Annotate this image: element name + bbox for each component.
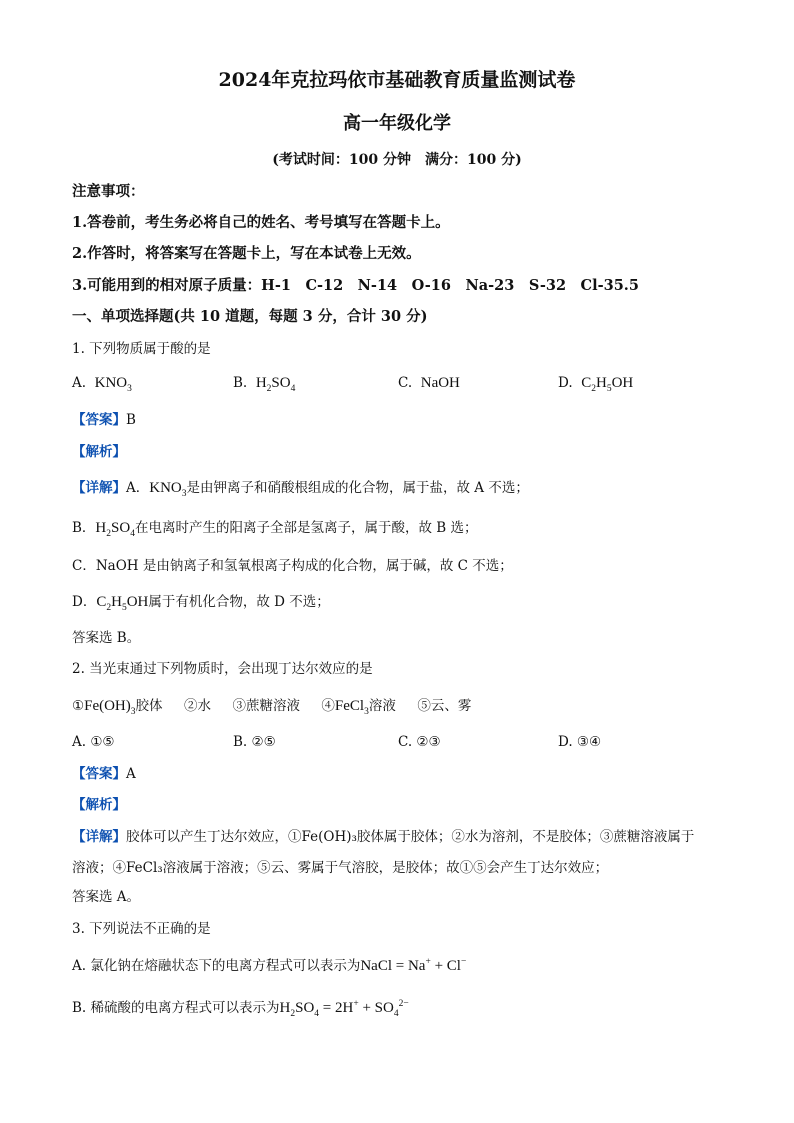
question-3-stem: 3. 下列说法不正确的是	[72, 921, 211, 937]
formula: $H_2SO_4$	[255, 375, 296, 394]
notes-heading: 注意事项：	[72, 183, 145, 200]
q1-option-c: C. NaOH	[398, 375, 460, 391]
q2-option-a: A. ①⑤	[72, 734, 115, 750]
formula: $KNO_3$	[149, 480, 187, 499]
question-2-stem: 2. 当光束通过下列物质时，会出现丁达尔效应的是	[72, 661, 373, 677]
formula: NaOH	[420, 375, 460, 391]
note-item: 1.答卷前，考生务必将自己的姓名、考号填写在答题卡上。	[72, 214, 450, 231]
answer-tag: 【答案】	[72, 412, 126, 428]
section-heading: 一、单项选择题(共 10 道题，每题 3 分，合计 30 分)	[72, 308, 428, 325]
q1-option-a: A. $KNO_3$	[72, 375, 132, 394]
answer-tag: 【答案】	[72, 766, 126, 782]
note-item: 3.可能用到的相对原子质量：H-1 C-12 N-14 O-16 Na-23 S-32 Cl-35.5	[72, 277, 639, 294]
page-subtitle: 高一年级化学	[343, 113, 451, 134]
page-title: 2024年克拉玛依市基础教育质量监测试卷	[218, 69, 576, 91]
note-item: 2.作答时，将答案写在答题卡上，写在本试卷上无效。	[72, 245, 421, 262]
q1-option-d: D. $C_2H_5OH$	[558, 375, 634, 394]
q2-conclusion: 答案选 A。	[72, 889, 141, 905]
q3-option-b: B. 稀硫酸的电离方程式可以表示为$H_2SO_4 = 2H^+ + SO_4^{2-}$	[72, 999, 409, 1019]
q1-detail-d: D．$C_2H_5OH$属于有机化合物，故 D 不选；	[72, 594, 330, 613]
formula: $C_2H_5OH$	[581, 375, 634, 394]
q2-detail-line1: 【详解】胶体可以产生丁达尔效应，①Fe(OH)₃胶体属于胶体；②水为溶剂，不是胶体；③蔗糖溶液属于	[72, 829, 695, 845]
formula: $KNO_3$	[94, 375, 132, 394]
q1-answer: 【答案】B	[72, 412, 136, 428]
formula: $C_2H_5OH$	[96, 594, 149, 613]
q2-analysis-tag: 【解析】	[72, 797, 126, 813]
q2-detail-line2: 溶液；④FeCl₃溶液属于溶液；⑤云、雾属于气溶胶，是胶体；故①⑤会产生丁达尔效应；	[72, 860, 609, 876]
q1-analysis-tag: 【解析】	[72, 444, 126, 460]
formula: FeCl$_3$	[334, 698, 369, 717]
equation: NaCl = Na+ + Cl−	[360, 957, 467, 974]
q2-answer: 【答案】A	[72, 766, 136, 782]
q1-conclusion: 答案选 B。	[72, 630, 141, 646]
question-1-stem: 1. 下列物质属于酸的是	[72, 341, 211, 357]
q2-option-d: D. ③④	[558, 734, 602, 750]
exam-time-info: (考试时间：100 分钟 满分：100 分)	[272, 152, 522, 168]
formula: $H_2SO_4$	[95, 520, 135, 539]
q1-detail-a: 【详解】A．$KNO_3$是由钾离子和硝酸根组成的化合物，属于盐，故 A 不选；	[72, 480, 529, 499]
q2-option-b: B. ②⑤	[233, 734, 276, 750]
q2-option-c: C. ②③	[398, 734, 441, 750]
q1-option-b: B. $H_2SO_4$	[233, 375, 296, 394]
q3-option-a: A. 氯化钠在熔融状态下的电离方程式可以表示为NaCl = Na+ + Cl−	[72, 957, 467, 974]
formula: $Fe(OH)_3$	[84, 698, 136, 717]
q1-detail-c: C．NaOH 是由钠离子和氢氧根离子构成的化合物，属于碱，故 C 不选；	[72, 558, 513, 574]
q2-items: $①Fe(OH)_3$胶体 ②水 ③蔗糖溶液 ④FeCl$_3$溶液 ⑤云、雾	[72, 698, 472, 717]
q1-detail-b: B．$H_2SO_4$在电离时产生的阳离子全部是氢离子，属于酸，故 B 选；	[72, 520, 478, 539]
equation: $H_2SO_4 = 2H^+ + SO_4^{2-}$	[279, 999, 409, 1019]
